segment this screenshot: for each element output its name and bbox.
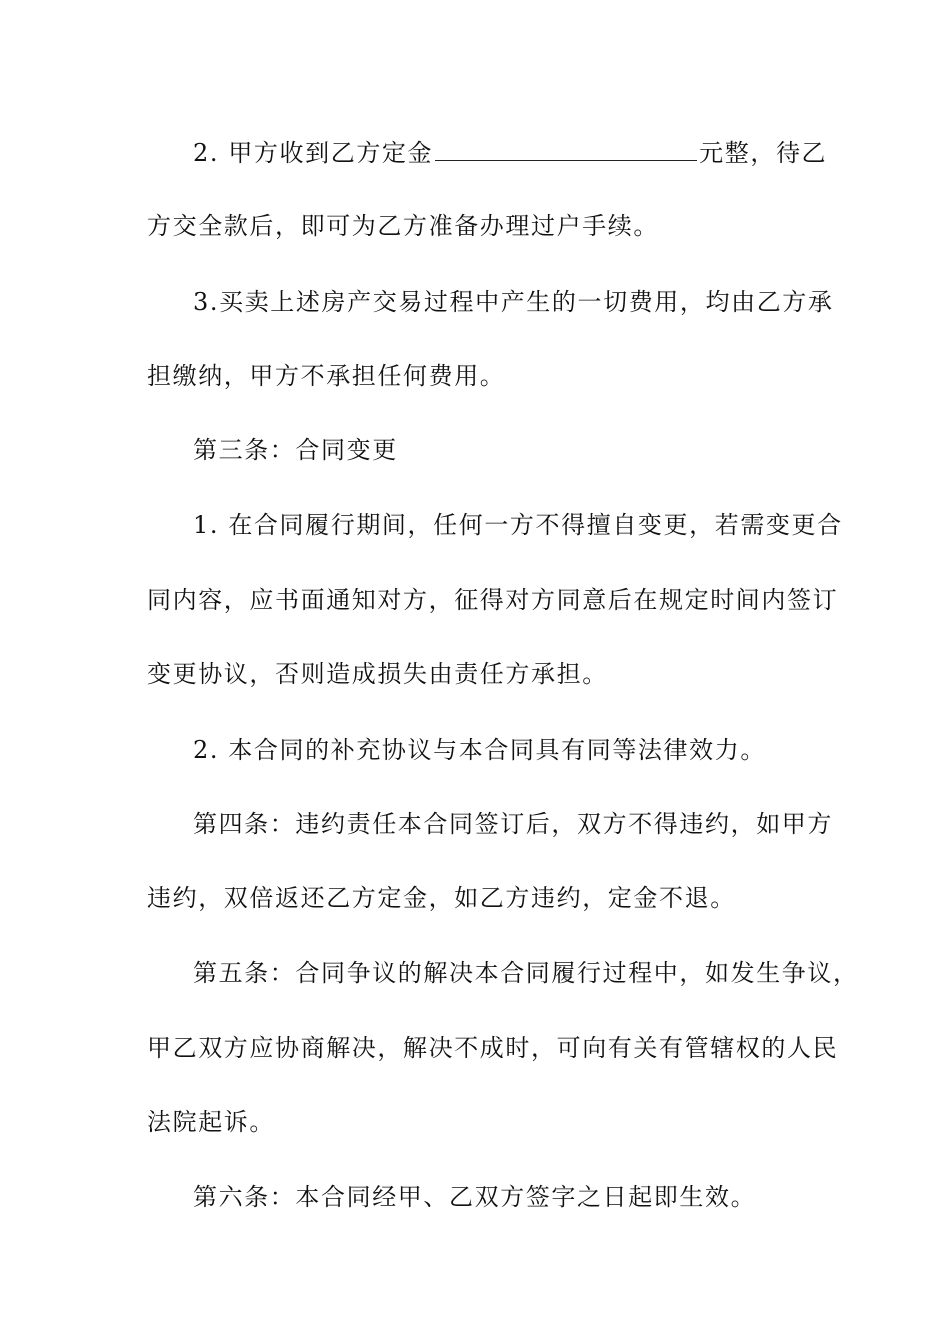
deposit-amount-blank (435, 138, 697, 161)
article-4-line-2: 违约，双倍返还乙方定金，如乙方违约，定金不退。 (147, 884, 736, 912)
article-5-line-1: 第五条：合同争议的解决本合同履行过程中，如发生争议， (193, 959, 859, 987)
article-4-line-1: 第四条：违约责任本合同签订后，双方不得违约，如甲方 (193, 810, 833, 838)
clause-2-line-2: 方交全款后，即可为乙方准备办理过户手续。 (147, 212, 659, 240)
clause-2-text-start: 2. 甲方收到乙方定金 (193, 139, 434, 167)
article-3-item-2: 2. 本合同的补充协议与本合同具有同等法律效力。 (193, 736, 766, 764)
article-3-item-1-line-2: 同内容，应书面通知对方，征得对方同意后在规定时间内签订 (147, 586, 839, 614)
article-3-item-1-line-3: 变更协议，否则造成损失由责任方承担。 (147, 660, 608, 688)
article-5-line-3: 法院起诉。 (147, 1108, 275, 1136)
clause-2-text-end: 元整，待乙 (699, 139, 828, 167)
clause-3-line-1: 3.买卖上述房产交易过程中产生的一切费用，均由乙方承 (193, 288, 834, 316)
article-3-item-1-line-1: 1. 在合同履行期间，任何一方不得擅自变更，若需变更合 (193, 511, 843, 539)
clause-2-line-1 (193, 137, 828, 169)
article-6: 第六条：本合同经甲、乙双方签字之日起即生效。 (193, 1183, 757, 1211)
article-5-line-2: 甲乙双方应协商解决，解决不成时，可向有关有管辖权的人民 (147, 1034, 839, 1062)
article-3-heading: 第三条：合同变更 (193, 436, 398, 464)
clause-3-line-2: 担缴纳，甲方不承担任何费用。 (147, 362, 506, 390)
